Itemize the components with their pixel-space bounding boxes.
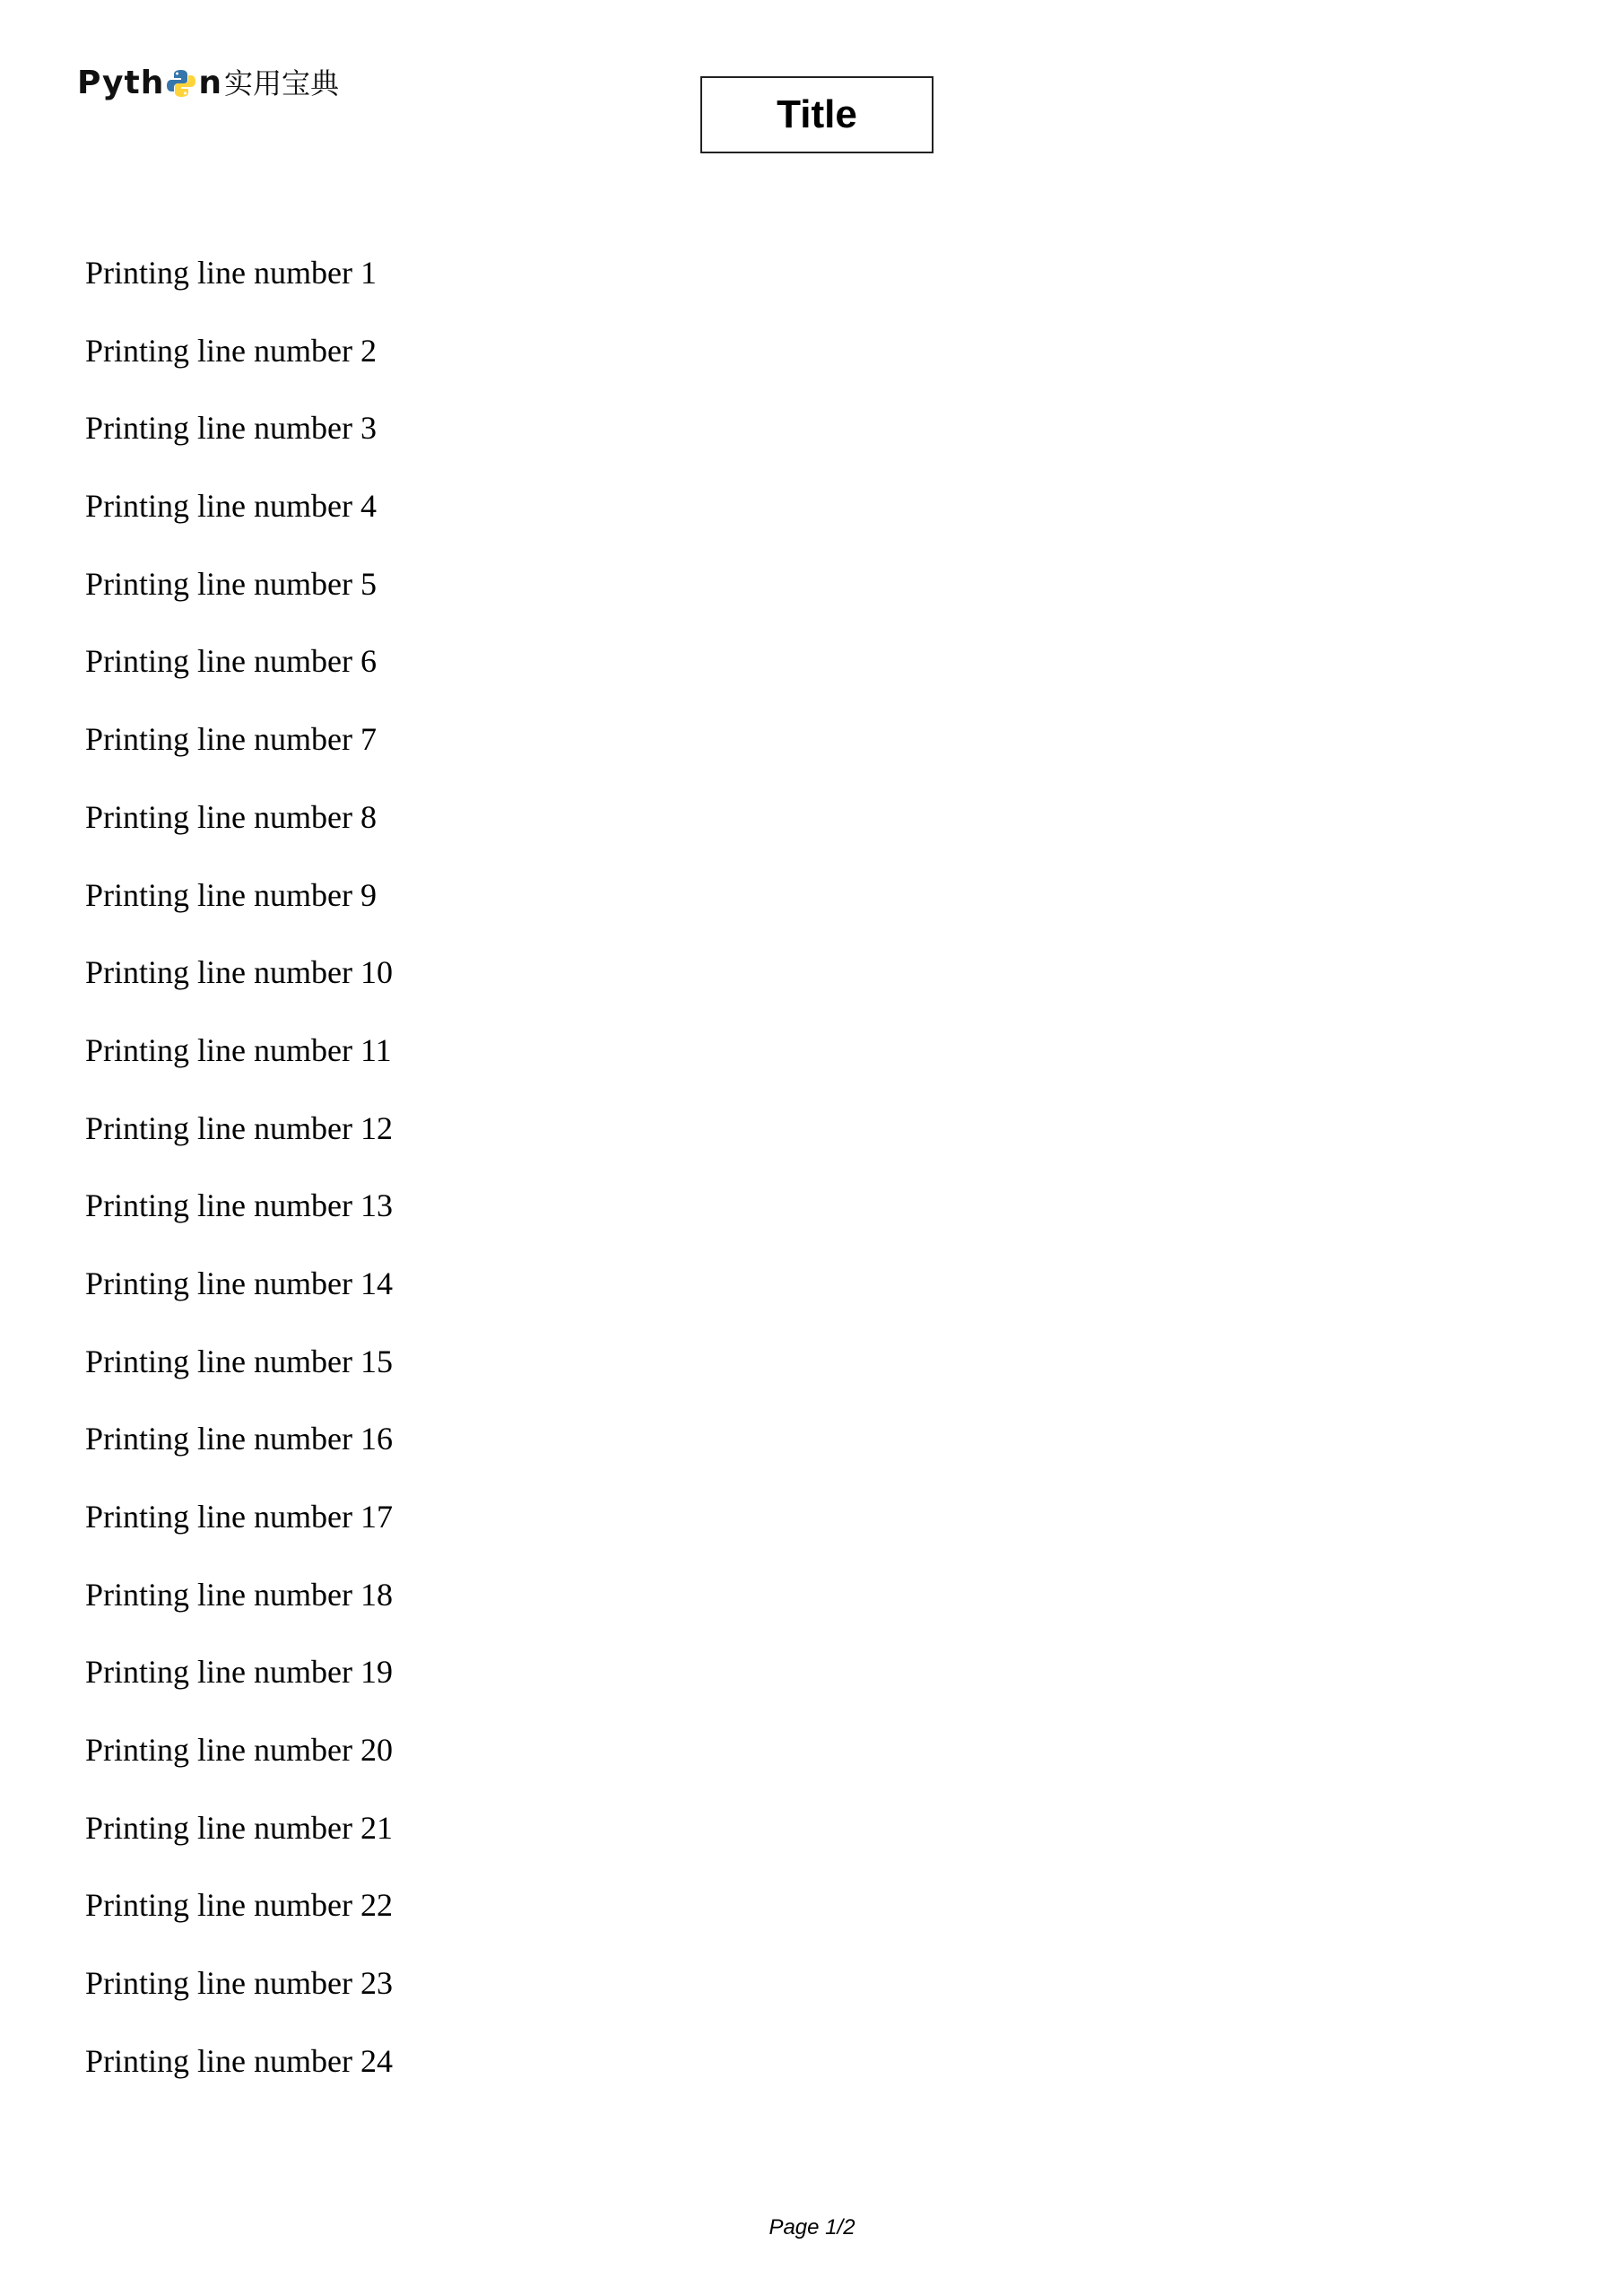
line-item: Printing line number 3 bbox=[85, 410, 377, 447]
line-item: Printing line number 9 bbox=[85, 876, 377, 913]
line-item: Printing line number 10 bbox=[85, 954, 393, 991]
line-item: Printing line number 8 bbox=[85, 798, 377, 835]
line-item: Printing line number 5 bbox=[85, 565, 377, 602]
line-item: Printing line number 20 bbox=[85, 1732, 393, 1769]
line-item: Printing line number 15 bbox=[85, 1343, 393, 1379]
line-item: Printing line number 1 bbox=[85, 255, 377, 291]
line-list bbox=[85, 248, 393, 2114]
logo-text-start: Pyth bbox=[77, 65, 165, 101]
line-item: Printing line number 11 bbox=[85, 1031, 392, 1068]
line-item: Printing line number 23 bbox=[85, 1965, 393, 2002]
title-box bbox=[700, 76, 934, 153]
line-item: Printing line number 14 bbox=[85, 1265, 393, 1301]
line-item: Printing line number 21 bbox=[85, 1809, 393, 1846]
line-item: Printing line number 6 bbox=[85, 643, 377, 680]
page-title: Title bbox=[777, 92, 857, 136]
line-item: Printing line number 12 bbox=[85, 1109, 393, 1146]
page-number: Page 1/2 bbox=[769, 2215, 855, 2239]
line-item: Printing line number 19 bbox=[85, 1654, 393, 1691]
line-item: Printing line number 24 bbox=[85, 2042, 393, 2079]
line-item: Printing line number 18 bbox=[85, 1576, 393, 1613]
logo-text-end: n bbox=[198, 65, 222, 101]
line-item: Printing line number 7 bbox=[85, 721, 377, 758]
line-item: Printing line number 22 bbox=[85, 1887, 393, 1924]
logo-text-chinese: 实用宝典 bbox=[224, 66, 340, 100]
line-item: Printing line number 2 bbox=[85, 332, 377, 369]
line-item: Printing line number 16 bbox=[85, 1421, 393, 1457]
line-item: Printing line number 17 bbox=[85, 1499, 393, 1535]
logo bbox=[77, 63, 339, 104]
line-item: Printing line number 4 bbox=[85, 488, 377, 525]
line-item: Printing line number 13 bbox=[85, 1187, 393, 1224]
python-logo-icon bbox=[166, 68, 196, 99]
